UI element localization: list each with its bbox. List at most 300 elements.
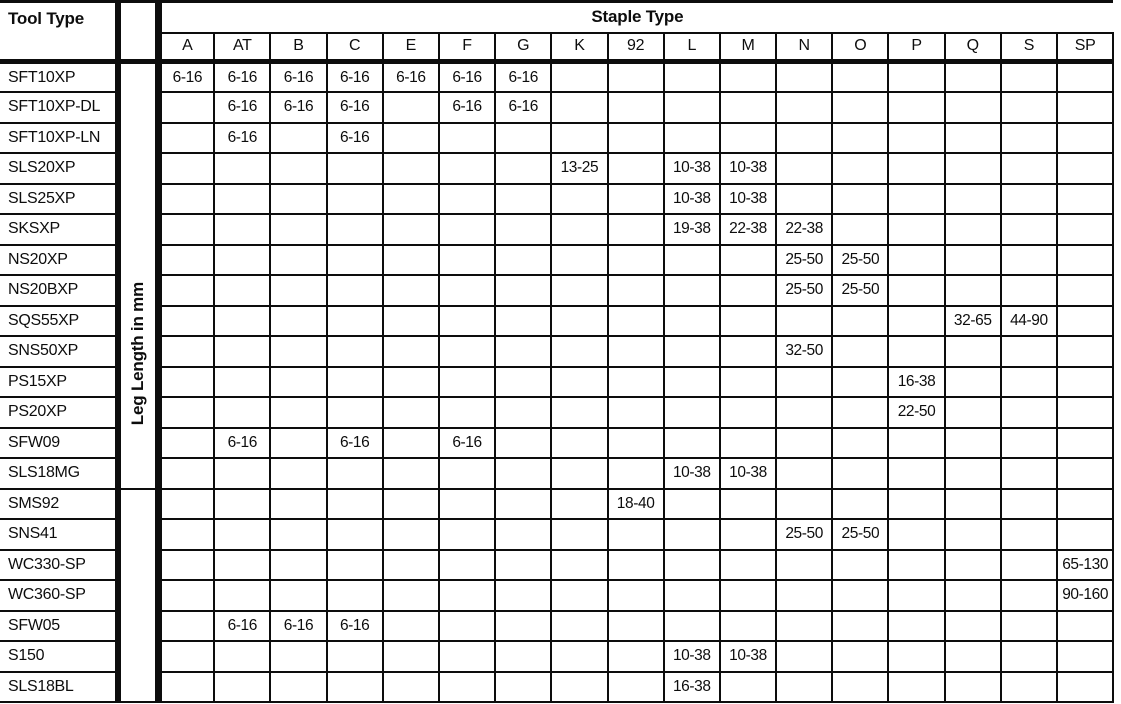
range-cell-SLS18BL-P	[888, 672, 944, 703]
range-cell-PS20XP-S	[1001, 397, 1057, 428]
range-cell-SFW05-C: 6-16	[327, 611, 383, 642]
range-cell-NS20BXP-O: 25-50	[832, 275, 888, 306]
range-cell-SLS18BL-K	[551, 672, 607, 703]
range-cell-PS15XP-B	[270, 367, 326, 398]
range-cell-SFT10XP-DL-C: 6-16	[327, 92, 383, 123]
range-cell-S150-92	[608, 641, 664, 672]
range-cell-WC330-SP-E	[383, 550, 439, 581]
range-cell-NS20BXP-K	[551, 275, 607, 306]
range-cell-SLS18BL-O	[832, 672, 888, 703]
range-cell-PS20XP-Q	[945, 397, 1001, 428]
table-row-SQS55XP	[0, 306, 1113, 337]
range-cell-WC330-SP-G	[495, 550, 551, 581]
range-cell-SFT10XP-DL-AT: 6-16	[214, 92, 270, 123]
tool-label: SFW05	[0, 611, 118, 642]
range-cell-WC330-SP-K	[551, 550, 607, 581]
range-cell-SKSXP-AT	[214, 214, 270, 245]
tool-label: NS20BXP	[0, 275, 118, 306]
range-cell-PS20XP-P: 22-50	[888, 397, 944, 428]
range-cell-NS20XP-L	[664, 245, 720, 276]
range-cell-SNS41-K	[551, 519, 607, 550]
range-cell-SNS41-92	[608, 519, 664, 550]
column-header-N: N	[776, 33, 832, 62]
range-cell-SFT10XP-DL-K	[551, 92, 607, 123]
range-cell-SFT10XP-B: 6-16	[270, 62, 326, 93]
tool-label: PS20XP	[0, 397, 118, 428]
range-cell-SKSXP-F	[439, 214, 495, 245]
column-header-C: C	[327, 33, 383, 62]
range-cell-SQS55XP-G	[495, 306, 551, 337]
range-cell-S150-C	[327, 641, 383, 672]
range-cell-NS20XP-O: 25-50	[832, 245, 888, 276]
range-cell-PS15XP-A	[158, 367, 214, 398]
column-header-SP: SP	[1057, 33, 1113, 62]
range-cell-WC330-SP-A	[158, 550, 214, 581]
range-cell-SLS25XP-B	[270, 184, 326, 215]
range-cell-SLS25XP-F	[439, 184, 495, 215]
range-cell-NS20BXP-M	[720, 275, 776, 306]
range-cell-PS15XP-P: 16-38	[888, 367, 944, 398]
range-cell-PS15XP-N	[776, 367, 832, 398]
table-row-SLS20XP	[0, 153, 1113, 184]
range-cell-WC360-SP-A	[158, 580, 214, 611]
range-cell-SFT10XP-Q	[945, 62, 1001, 93]
range-cell-SMS92-M	[720, 489, 776, 520]
range-cell-SLS20XP-SP	[1057, 153, 1113, 184]
range-cell-SKSXP-N: 22-38	[776, 214, 832, 245]
range-cell-WC330-SP-AT	[214, 550, 270, 581]
range-cell-PS15XP-G	[495, 367, 551, 398]
range-cell-S150-F	[439, 641, 495, 672]
range-cell-SKSXP-M: 22-38	[720, 214, 776, 245]
table-row-SFT10XP-LN	[0, 123, 1113, 154]
range-cell-SLS20XP-F	[439, 153, 495, 184]
range-cell-SLS18BL-F	[439, 672, 495, 703]
range-cell-SQS55XP-SP	[1057, 306, 1113, 337]
range-cell-SFW05-K	[551, 611, 607, 642]
range-cell-SNS50XP-B	[270, 336, 326, 367]
range-cell-SFT10XP-DL-Q	[945, 92, 1001, 123]
range-cell-SFW09-S	[1001, 428, 1057, 459]
range-cell-PS15XP-92	[608, 367, 664, 398]
range-cell-SQS55XP-B	[270, 306, 326, 337]
table-row-SNS50XP	[0, 336, 1113, 367]
range-cell-PS15XP-K	[551, 367, 607, 398]
range-cell-SLS18BL-C	[327, 672, 383, 703]
tool-label: SLS25XP	[0, 184, 118, 215]
range-cell-SFW09-Q	[945, 428, 1001, 459]
tool-label: S150	[0, 641, 118, 672]
range-cell-SNS41-F	[439, 519, 495, 550]
leg-length-axis-spacer	[118, 489, 158, 703]
tool-label: WC330-SP	[0, 550, 118, 581]
range-cell-SNS50XP-F	[439, 336, 495, 367]
range-cell-SFW09-F: 6-16	[439, 428, 495, 459]
range-cell-SFT10XP-DL-S	[1001, 92, 1057, 123]
range-cell-SKSXP-S	[1001, 214, 1057, 245]
table-row-WC360-SP	[0, 580, 1113, 611]
range-cell-SLS25XP-K	[551, 184, 607, 215]
range-cell-NS20BXP-SP	[1057, 275, 1113, 306]
range-cell-S150-B	[270, 641, 326, 672]
range-cell-SFT10XP-DL-G: 6-16	[495, 92, 551, 123]
range-cell-NS20XP-E	[383, 245, 439, 276]
table-row-PS20XP	[0, 397, 1113, 428]
range-cell-SFW05-92	[608, 611, 664, 642]
range-cell-SLS20XP-K: 13-25	[551, 153, 607, 184]
range-cell-NS20BXP-Q	[945, 275, 1001, 306]
range-cell-PS20XP-E	[383, 397, 439, 428]
range-cell-SLS25XP-E	[383, 184, 439, 215]
range-cell-PS15XP-SP	[1057, 367, 1113, 398]
range-cell-SQS55XP-A	[158, 306, 214, 337]
range-cell-SFT10XP-LN-92	[608, 123, 664, 154]
range-cell-SLS20XP-P	[888, 153, 944, 184]
tool-label: SNS41	[0, 519, 118, 550]
tool-label: SFT10XP-DL	[0, 92, 118, 123]
range-cell-S150-O	[832, 641, 888, 672]
range-cell-SQS55XP-F	[439, 306, 495, 337]
range-cell-SFT10XP-N	[776, 62, 832, 93]
range-cell-NS20XP-S	[1001, 245, 1057, 276]
range-cell-SKSXP-G	[495, 214, 551, 245]
range-cell-WC360-SP-Q	[945, 580, 1001, 611]
range-cell-WC360-SP-K	[551, 580, 607, 611]
range-cell-SFW09-N	[776, 428, 832, 459]
table-row-SFW09	[0, 428, 1113, 459]
range-cell-SLS18BL-SP	[1057, 672, 1113, 703]
tool-label: SFT10XP-LN	[0, 123, 118, 154]
column-header-Q: Q	[945, 33, 1001, 62]
range-cell-SLS18BL-B	[270, 672, 326, 703]
range-cell-SLS18BL-N	[776, 672, 832, 703]
range-cell-SFT10XP-DL-L	[664, 92, 720, 123]
range-cell-SKSXP-92	[608, 214, 664, 245]
range-cell-SFW05-B: 6-16	[270, 611, 326, 642]
range-cell-SFT10XP-LN-A	[158, 123, 214, 154]
range-cell-SLS25XP-N	[776, 184, 832, 215]
range-cell-WC360-SP-C	[327, 580, 383, 611]
range-cell-PS15XP-AT	[214, 367, 270, 398]
range-cell-SLS25XP-AT	[214, 184, 270, 215]
range-cell-NS20XP-G	[495, 245, 551, 276]
range-cell-SMS92-K	[551, 489, 607, 520]
tool-type-header: Tool Type	[0, 2, 118, 62]
range-cell-PS20XP-AT	[214, 397, 270, 428]
range-cell-PS15XP-L	[664, 367, 720, 398]
range-cell-SMS92-N	[776, 489, 832, 520]
range-cell-SNS41-E	[383, 519, 439, 550]
range-cell-S150-AT	[214, 641, 270, 672]
range-cell-SNS50XP-92	[608, 336, 664, 367]
table-row-SKSXP	[0, 214, 1113, 245]
range-cell-SLS18MG-G	[495, 458, 551, 489]
range-cell-SQS55XP-S: 44-90	[1001, 306, 1057, 337]
range-cell-SMS92-O	[832, 489, 888, 520]
range-cell-PS15XP-O	[832, 367, 888, 398]
range-cell-NS20BXP-E	[383, 275, 439, 306]
tool-label: SFW09	[0, 428, 118, 459]
range-cell-SNS41-M	[720, 519, 776, 550]
range-cell-NS20BXP-N: 25-50	[776, 275, 832, 306]
range-cell-SFT10XP-LN-O	[832, 123, 888, 154]
range-cell-SNS50XP-M	[720, 336, 776, 367]
range-cell-SFT10XP-DL-92	[608, 92, 664, 123]
range-cell-SLS18MG-Q	[945, 458, 1001, 489]
range-cell-SKSXP-C	[327, 214, 383, 245]
range-cell-WC360-SP-F	[439, 580, 495, 611]
table-row-SMS92	[0, 489, 1113, 520]
range-cell-S150-K	[551, 641, 607, 672]
range-cell-WC360-SP-L	[664, 580, 720, 611]
range-cell-S150-A	[158, 641, 214, 672]
range-cell-SFT10XP-M	[720, 62, 776, 93]
range-cell-SKSXP-B	[270, 214, 326, 245]
range-cell-SFW05-AT: 6-16	[214, 611, 270, 642]
range-cell-SFT10XP-LN-M	[720, 123, 776, 154]
range-cell-SLS18BL-A	[158, 672, 214, 703]
range-cell-PS20XP-C	[327, 397, 383, 428]
range-cell-SMS92-G	[495, 489, 551, 520]
range-cell-SFT10XP-LN-AT: 6-16	[214, 123, 270, 154]
leg-length-axis-label: Leg Length in mm	[127, 281, 147, 425]
range-cell-SNS50XP-K	[551, 336, 607, 367]
range-cell-SLS18MG-B	[270, 458, 326, 489]
range-cell-NS20XP-P	[888, 245, 944, 276]
range-cell-PS15XP-M	[720, 367, 776, 398]
range-cell-SNS41-G	[495, 519, 551, 550]
column-header-G: G	[495, 33, 551, 62]
range-cell-SLS20XP-92	[608, 153, 664, 184]
column-letters-row	[0, 33, 1113, 62]
range-cell-NS20BXP-A	[158, 275, 214, 306]
range-cell-SQS55XP-E	[383, 306, 439, 337]
range-cell-SFW05-L	[664, 611, 720, 642]
range-cell-SFW09-A	[158, 428, 214, 459]
range-cell-SFT10XP-DL-B: 6-16	[270, 92, 326, 123]
range-cell-SLS25XP-Q	[945, 184, 1001, 215]
range-cell-SFW05-P	[888, 611, 944, 642]
range-cell-SKSXP-L: 19-38	[664, 214, 720, 245]
range-cell-SLS18BL-E	[383, 672, 439, 703]
range-cell-NS20XP-F	[439, 245, 495, 276]
range-cell-SQS55XP-AT	[214, 306, 270, 337]
range-cell-PS20XP-G	[495, 397, 551, 428]
column-header-AT: AT	[214, 33, 270, 62]
range-cell-SLS20XP-O	[832, 153, 888, 184]
range-cell-NS20XP-B	[270, 245, 326, 276]
range-cell-SQS55XP-C	[327, 306, 383, 337]
range-cell-WC330-SP-L	[664, 550, 720, 581]
column-header-F: F	[439, 33, 495, 62]
range-cell-SFT10XP-LN-K	[551, 123, 607, 154]
range-cell-SFT10XP-DL-A	[158, 92, 214, 123]
range-cell-SFW09-L	[664, 428, 720, 459]
range-cell-SNS41-O: 25-50	[832, 519, 888, 550]
range-cell-SLS18MG-K	[551, 458, 607, 489]
range-cell-PS20XP-L	[664, 397, 720, 428]
range-cell-NS20BXP-C	[327, 275, 383, 306]
range-cell-SFT10XP-LN-S	[1001, 123, 1057, 154]
tool-label: NS20XP	[0, 245, 118, 276]
tool-label: SNS50XP	[0, 336, 118, 367]
range-cell-SMS92-S	[1001, 489, 1057, 520]
range-cell-SFT10XP-LN-Q	[945, 123, 1001, 154]
range-cell-SLS18BL-AT	[214, 672, 270, 703]
column-header-S: S	[1001, 33, 1057, 62]
range-cell-SFT10XP-K	[551, 62, 607, 93]
tool-label: SKSXP	[0, 214, 118, 245]
range-cell-SFT10XP-LN-L	[664, 123, 720, 154]
range-cell-SFT10XP-LN-N	[776, 123, 832, 154]
range-cell-PS20XP-B	[270, 397, 326, 428]
range-cell-SFT10XP-SP	[1057, 62, 1113, 93]
range-cell-SNS41-AT	[214, 519, 270, 550]
range-cell-SNS50XP-AT	[214, 336, 270, 367]
range-cell-SNS41-A	[158, 519, 214, 550]
range-cell-SLS18BL-S	[1001, 672, 1057, 703]
range-cell-WC330-SP-C	[327, 550, 383, 581]
range-cell-S150-L: 10-38	[664, 641, 720, 672]
range-cell-WC360-SP-B	[270, 580, 326, 611]
range-cell-PS20XP-M	[720, 397, 776, 428]
range-cell-SQS55XP-Q: 32-65	[945, 306, 1001, 337]
range-cell-SMS92-B	[270, 489, 326, 520]
range-cell-SNS41-SP	[1057, 519, 1113, 550]
range-cell-PS15XP-C	[327, 367, 383, 398]
range-cell-SFT10XP-DL-F: 6-16	[439, 92, 495, 123]
range-cell-SMS92-92: 18-40	[608, 489, 664, 520]
range-cell-SMS92-A	[158, 489, 214, 520]
range-cell-NS20XP-92	[608, 245, 664, 276]
range-cell-SFT10XP-92	[608, 62, 664, 93]
range-cell-NS20BXP-S	[1001, 275, 1057, 306]
range-cell-SFT10XP-LN-C: 6-16	[327, 123, 383, 154]
range-cell-WC330-SP-SP: 65-130	[1057, 550, 1113, 581]
tool-label: SQS55XP	[0, 306, 118, 337]
range-cell-SMS92-Q	[945, 489, 1001, 520]
range-cell-SQS55XP-L	[664, 306, 720, 337]
range-cell-SFT10XP-LN-F	[439, 123, 495, 154]
range-cell-SLS25XP-L: 10-38	[664, 184, 720, 215]
column-header-92: 92	[608, 33, 664, 62]
range-cell-S150-E	[383, 641, 439, 672]
column-header-E: E	[383, 33, 439, 62]
range-cell-SLS20XP-AT	[214, 153, 270, 184]
group-header-row	[0, 2, 1113, 33]
range-cell-WC360-SP-N	[776, 580, 832, 611]
range-cell-PS20XP-92	[608, 397, 664, 428]
range-cell-SNS41-S	[1001, 519, 1057, 550]
range-cell-SQS55XP-92	[608, 306, 664, 337]
range-cell-SNS50XP-G	[495, 336, 551, 367]
column-header-M: M	[720, 33, 776, 62]
range-cell-SFT10XP-O	[832, 62, 888, 93]
range-cell-SLS20XP-E	[383, 153, 439, 184]
range-cell-SFT10XP-LN-B	[270, 123, 326, 154]
range-cell-SLS18BL-92	[608, 672, 664, 703]
range-cell-SFT10XP-F: 6-16	[439, 62, 495, 93]
range-cell-WC330-SP-M	[720, 550, 776, 581]
range-cell-PS15XP-F	[439, 367, 495, 398]
range-cell-SNS41-B	[270, 519, 326, 550]
range-cell-SFT10XP-LN-E	[383, 123, 439, 154]
range-cell-PS20XP-A	[158, 397, 214, 428]
range-cell-SFW09-M	[720, 428, 776, 459]
leg-length-axis-cell	[118, 62, 158, 489]
range-cell-SNS41-Q	[945, 519, 1001, 550]
range-cell-SKSXP-SP	[1057, 214, 1113, 245]
range-cell-SNS50XP-SP	[1057, 336, 1113, 367]
range-cell-SLS25XP-A	[158, 184, 214, 215]
range-cell-SFW05-A	[158, 611, 214, 642]
range-cell-SLS25XP-O	[832, 184, 888, 215]
table-row-PS15XP	[0, 367, 1113, 398]
range-cell-SFW09-P	[888, 428, 944, 459]
range-cell-SFW09-E	[383, 428, 439, 459]
range-cell-PS20XP-F	[439, 397, 495, 428]
range-cell-SFT10XP-E: 6-16	[383, 62, 439, 93]
range-cell-SNS50XP-L	[664, 336, 720, 367]
range-cell-SFW05-G	[495, 611, 551, 642]
range-cell-SKSXP-O	[832, 214, 888, 245]
range-cell-SFT10XP-DL-SP	[1057, 92, 1113, 123]
range-cell-PS20XP-SP	[1057, 397, 1113, 428]
range-cell-SLS20XP-A	[158, 153, 214, 184]
range-cell-NS20XP-N: 25-50	[776, 245, 832, 276]
range-cell-SFW09-SP	[1057, 428, 1113, 459]
column-header-O: O	[832, 33, 888, 62]
range-cell-SMS92-AT	[214, 489, 270, 520]
range-cell-SLS18MG-SP	[1057, 458, 1113, 489]
table-row-SNS41	[0, 519, 1113, 550]
range-cell-SQS55XP-K	[551, 306, 607, 337]
tool-label: SLS20XP	[0, 153, 118, 184]
range-cell-S150-S	[1001, 641, 1057, 672]
range-cell-SNS50XP-P	[888, 336, 944, 367]
range-cell-SLS18MG-E	[383, 458, 439, 489]
table-header	[0, 2, 1113, 62]
tool-label: SMS92	[0, 489, 118, 520]
tool-label: PS15XP	[0, 367, 118, 398]
range-cell-PS20XP-N	[776, 397, 832, 428]
range-cell-NS20BXP-B	[270, 275, 326, 306]
range-cell-S150-M: 10-38	[720, 641, 776, 672]
range-cell-WC360-SP-G	[495, 580, 551, 611]
range-cell-NS20BXP-92	[608, 275, 664, 306]
range-cell-S150-Q	[945, 641, 1001, 672]
range-cell-SFW09-B	[270, 428, 326, 459]
range-cell-SLS25XP-C	[327, 184, 383, 215]
table-row-S150	[0, 641, 1113, 672]
tool-label: SLS18MG	[0, 458, 118, 489]
range-cell-WC360-SP-O	[832, 580, 888, 611]
range-cell-SLS25XP-S	[1001, 184, 1057, 215]
range-cell-SFT10XP-DL-M	[720, 92, 776, 123]
range-cell-SFT10XP-S	[1001, 62, 1057, 93]
column-header-P: P	[888, 33, 944, 62]
range-cell-SLS20XP-S	[1001, 153, 1057, 184]
range-cell-SMS92-P	[888, 489, 944, 520]
range-cell-PS15XP-Q	[945, 367, 1001, 398]
range-cell-S150-P	[888, 641, 944, 672]
range-cell-NS20XP-Q	[945, 245, 1001, 276]
range-cell-SNS41-C	[327, 519, 383, 550]
table-row-SLS25XP	[0, 184, 1113, 215]
range-cell-SLS18BL-G	[495, 672, 551, 703]
range-cell-SLS20XP-M: 10-38	[720, 153, 776, 184]
range-cell-NS20XP-K	[551, 245, 607, 276]
